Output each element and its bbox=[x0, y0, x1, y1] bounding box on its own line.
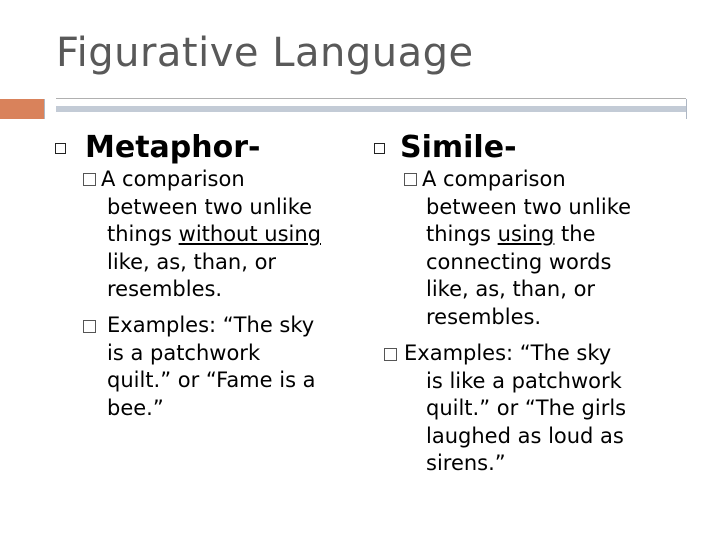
simile-examples bbox=[384, 340, 704, 478]
square-bullet-icon bbox=[83, 173, 96, 186]
example-line: quilt.” or “Fame is a bbox=[107, 368, 316, 392]
metaphor-definition bbox=[83, 166, 383, 304]
slide-title: Figurative Language bbox=[56, 30, 474, 76]
example-line: is like a patchwork bbox=[426, 368, 622, 393]
definition-line: connecting words bbox=[426, 249, 612, 274]
definition-line: between two unlike bbox=[426, 194, 632, 219]
title-rule-band bbox=[56, 106, 686, 112]
definition-line: A comparison bbox=[101, 167, 245, 191]
definition-emphasis: without using bbox=[178, 222, 321, 246]
example-line: Examples: “The sky bbox=[404, 341, 612, 365]
definition-text: things bbox=[426, 222, 498, 246]
metaphor-examples bbox=[83, 312, 383, 422]
definition-text: things bbox=[107, 222, 179, 246]
example-line: is a patchwork bbox=[107, 340, 261, 365]
definition-line: A comparison bbox=[422, 167, 566, 191]
rule-tick bbox=[44, 99, 45, 119]
example-line: sirens.” bbox=[426, 451, 506, 475]
definition-line: like, as, than, or bbox=[426, 277, 596, 301]
metaphor-heading: Metaphor- bbox=[85, 130, 261, 165]
square-bullet-icon bbox=[55, 143, 66, 154]
square-bullet-icon bbox=[83, 320, 96, 333]
definition-line bbox=[83, 221, 383, 249]
definition-line: resembles. bbox=[107, 277, 223, 301]
rule-tick bbox=[686, 99, 687, 119]
square-bullet-icon bbox=[374, 143, 385, 154]
title-rule-line bbox=[56, 98, 686, 99]
accent-bar bbox=[0, 99, 44, 119]
example-line: quilt.” or “The girls bbox=[426, 396, 627, 420]
simile-definition bbox=[404, 166, 704, 331]
definition-line: like, as, than, or bbox=[107, 249, 277, 274]
example-line: laughed as loud as bbox=[426, 423, 624, 448]
definition-text: the bbox=[554, 222, 596, 246]
simile-heading: Simile- bbox=[400, 130, 517, 165]
square-bullet-icon bbox=[384, 348, 397, 361]
example-line: Examples: “The sky bbox=[107, 313, 315, 337]
square-bullet-icon bbox=[404, 173, 417, 186]
definition-line: between two unlike bbox=[107, 194, 313, 219]
definition-line: resembles. bbox=[426, 304, 542, 329]
definition-emphasis: using bbox=[497, 222, 555, 246]
example-line: bee.” bbox=[107, 395, 164, 420]
definition-line bbox=[404, 221, 704, 249]
